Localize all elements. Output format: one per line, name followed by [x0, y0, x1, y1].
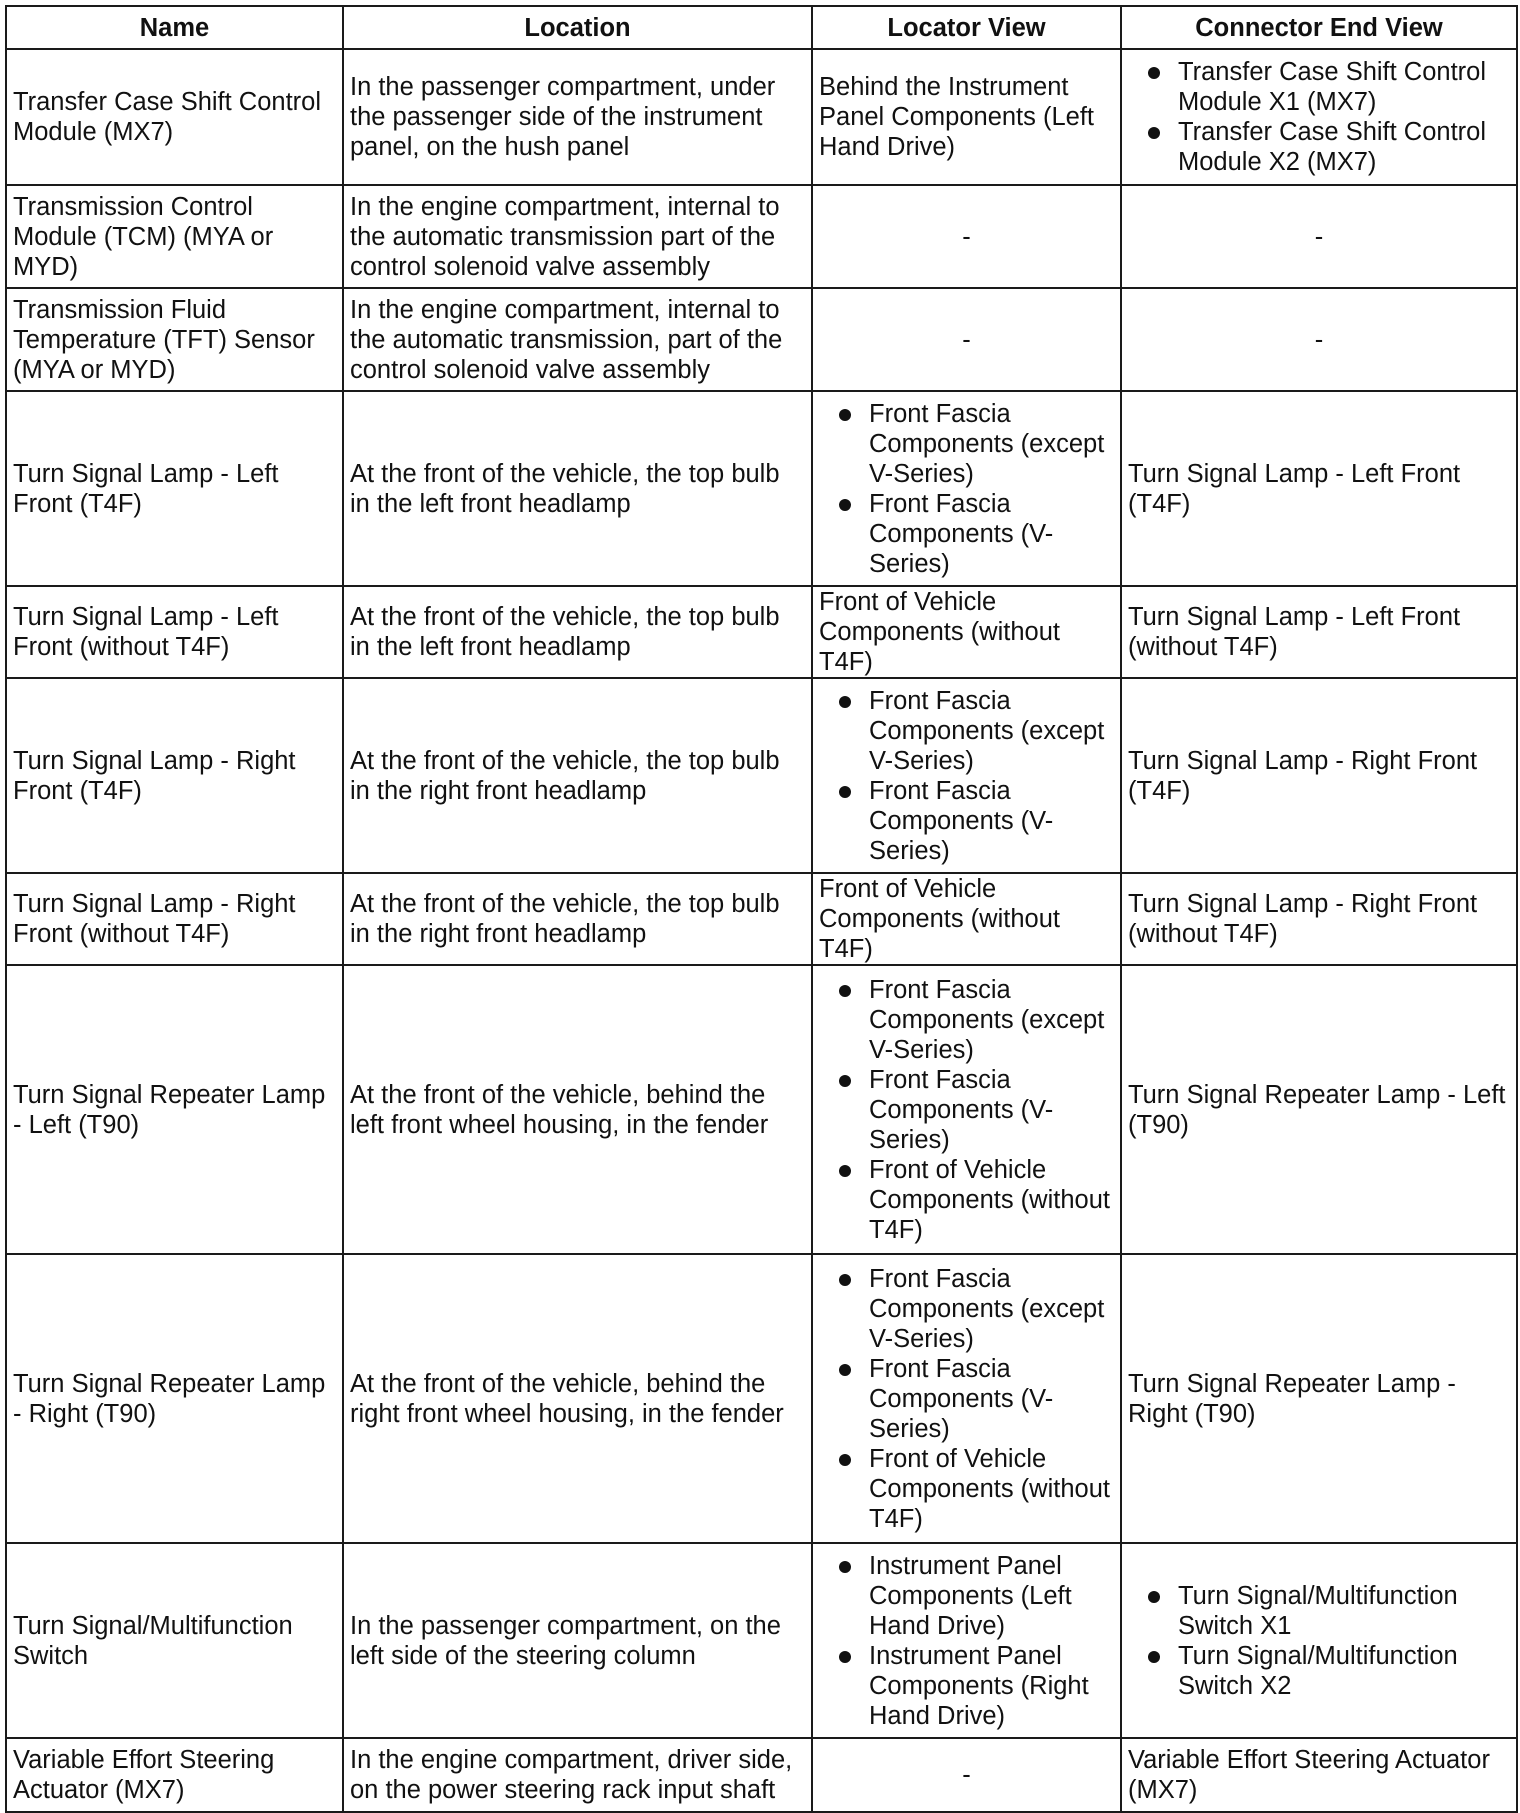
- connector-end-view-cell: Turn Signal Lamp - Right Front (without T4F): [1121, 873, 1517, 965]
- name-cell: Turn Signal Lamp - Right Front (without T4F): [6, 873, 343, 965]
- location-cell: At the front of the vehicle, the top bulb in the left front headlamp: [343, 586, 812, 678]
- table-row: [6, 1543, 1517, 1738]
- bullet-list: [1128, 57, 1510, 177]
- location-cell: In the engine compartment, driver side, on the power steering rack input shaft: [343, 1738, 812, 1812]
- bullet-item: Turn Signal/Multifunction Switch X2: [1146, 1641, 1510, 1701]
- bullet-item: Instrument Panel Components (Left Hand Drive): [837, 1551, 1114, 1641]
- connector-end-view-cell: Variable Effort Steering Actuator (MX7): [1121, 1738, 1517, 1812]
- bullet-item: Front Fascia Components (except V-Series): [837, 399, 1114, 489]
- location-cell: At the front of the vehicle, the top bulb in the right front headlamp: [343, 678, 812, 873]
- location-cell: In the passenger compartment, under the passenger side of the instrument panel, on the hush panel: [343, 49, 812, 185]
- bullet-item: Turn Signal/Multifunction Switch X1: [1146, 1581, 1510, 1641]
- bullet-item: Transfer Case Shift Control Module X2 (MX7): [1146, 117, 1510, 177]
- bullet-item: Front of Vehicle Components (without T4F): [837, 1444, 1114, 1534]
- location-cell: In the passenger compartment, on the left side of the steering column: [343, 1543, 812, 1738]
- table-row: [6, 288, 1517, 391]
- connector-end-view-cell: Turn Signal Lamp - Right Front (T4F): [1121, 678, 1517, 873]
- name-cell: Turn Signal Lamp - Left Front (without T4F): [6, 586, 343, 678]
- locator-view-cell: Front of Vehicle Components (without T4F): [812, 873, 1121, 965]
- location-cell: At the front of the vehicle, the top bulb in the left front headlamp: [343, 391, 812, 586]
- locator-view-cell: -: [812, 185, 1121, 288]
- header-location: Location: [343, 6, 812, 49]
- table-row: [6, 1254, 1517, 1543]
- name-cell: Transmission Control Module (TCM) (MYA or MYD): [6, 185, 343, 288]
- table-row: [6, 586, 1517, 678]
- location-cell: At the front of the vehicle, the top bulb in the right front headlamp: [343, 873, 812, 965]
- header-row: [6, 6, 1517, 49]
- connector-end-view-cell: Turn Signal Lamp - Left Front (T4F): [1121, 391, 1517, 586]
- bullet-item: Front Fascia Components (except V-Series): [837, 975, 1114, 1065]
- bullet-list: [819, 686, 1114, 866]
- component-locator-table: [5, 5, 1518, 1813]
- table-row: [6, 49, 1517, 185]
- bullet-list: [819, 399, 1114, 579]
- name-cell: Turn Signal Repeater Lamp - Right (T90): [6, 1254, 343, 1543]
- location-cell: At the front of the vehicle, behind the left front wheel housing, in the fender: [343, 965, 812, 1254]
- name-cell: Turn Signal Repeater Lamp - Left (T90): [6, 965, 343, 1254]
- locator-view-cell: [812, 678, 1121, 873]
- locator-view-cell: -: [812, 1738, 1121, 1812]
- bullet-item: Front Fascia Components (V-Series): [837, 776, 1114, 866]
- bullet-item: Transfer Case Shift Control Module X1 (MX7): [1146, 57, 1510, 117]
- location-cell: In the engine compartment, internal to the automatic transmission part of the control solenoid valve assembly: [343, 185, 812, 288]
- bullet-list: [1128, 1581, 1510, 1701]
- connector-end-view-cell: Turn Signal Repeater Lamp - Left (T90): [1121, 965, 1517, 1254]
- bullet-item: Front Fascia Components (V-Series): [837, 1065, 1114, 1155]
- bullet-item: Front Fascia Components (V-Series): [837, 1354, 1114, 1444]
- header-connector-end-view: Connector End View: [1121, 6, 1517, 49]
- bullet-item: Instrument Panel Components (Right Hand Drive): [837, 1641, 1114, 1731]
- connector-end-view-cell: Turn Signal Lamp - Left Front (without T4F): [1121, 586, 1517, 678]
- connector-end-view-cell: Turn Signal Repeater Lamp - Right (T90): [1121, 1254, 1517, 1543]
- name-cell: Variable Effort Steering Actuator (MX7): [6, 1738, 343, 1812]
- connector-end-view-cell: -: [1121, 288, 1517, 391]
- name-cell: Transfer Case Shift Control Module (MX7): [6, 49, 343, 185]
- bullet-item: Front of Vehicle Components (without T4F): [837, 1155, 1114, 1245]
- connector-end-view-cell: [1121, 1543, 1517, 1738]
- location-cell: At the front of the vehicle, behind the right front wheel housing, in the fender: [343, 1254, 812, 1543]
- connector-end-view-cell: -: [1121, 185, 1517, 288]
- locator-view-cell: [812, 391, 1121, 586]
- bullet-list: [819, 1264, 1114, 1534]
- header-name: Name: [6, 6, 343, 49]
- locator-view-cell: Front of Vehicle Components (without T4F): [812, 586, 1121, 678]
- bullet-item: Front Fascia Components (except V-Series): [837, 1264, 1114, 1354]
- locator-view-cell: [812, 1254, 1121, 1543]
- bullet-list: [819, 975, 1114, 1245]
- table-row: [6, 185, 1517, 288]
- table-row: [6, 391, 1517, 586]
- name-cell: Transmission Fluid Temperature (TFT) Sensor (MYA or MYD): [6, 288, 343, 391]
- name-cell: Turn Signal Lamp - Left Front (T4F): [6, 391, 343, 586]
- locator-view-cell: [812, 1543, 1121, 1738]
- bullet-item: Front Fascia Components (V-Series): [837, 489, 1114, 579]
- header-locator-view: Locator View: [812, 6, 1121, 49]
- name-cell: Turn Signal/Multifunction Switch: [6, 1543, 343, 1738]
- name-cell: Turn Signal Lamp - Right Front (T4F): [6, 678, 343, 873]
- bullet-list: [819, 1551, 1114, 1731]
- locator-view-cell: [812, 965, 1121, 1254]
- table-row: [6, 873, 1517, 965]
- bullet-item: Front Fascia Components (except V-Series): [837, 686, 1114, 776]
- table-row: [6, 1738, 1517, 1812]
- table-row: [6, 678, 1517, 873]
- table-row: [6, 965, 1517, 1254]
- locator-view-cell: Behind the Instrument Panel Components (Left Hand Drive): [812, 49, 1121, 185]
- location-cell: In the engine compartment, internal to the automatic transmission, part of the control solenoid valve assembly: [343, 288, 812, 391]
- connector-end-view-cell: [1121, 49, 1517, 185]
- locator-view-cell: -: [812, 288, 1121, 391]
